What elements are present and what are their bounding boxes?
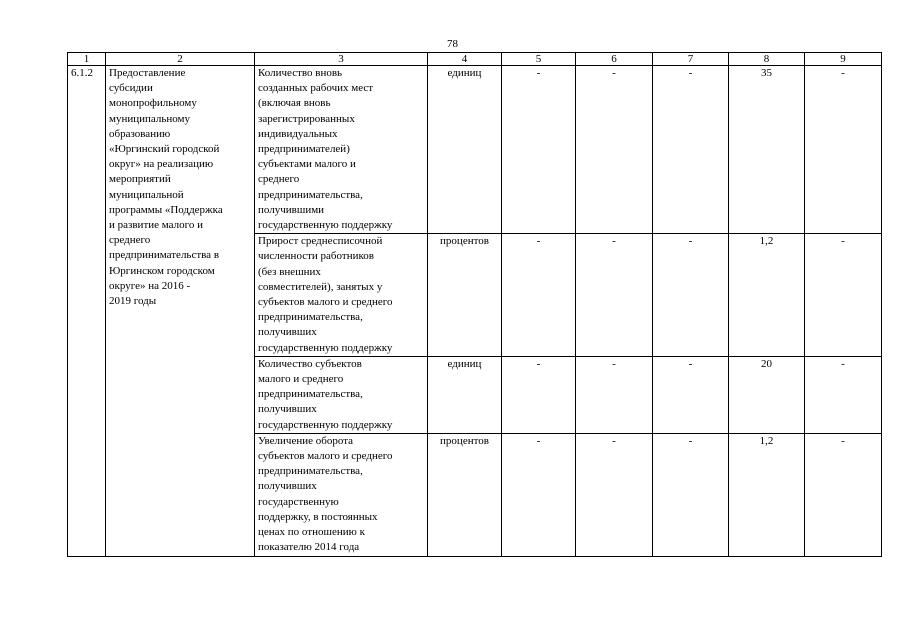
value-col-5: - [502, 66, 576, 234]
value-col-9: - [805, 66, 882, 234]
value-col-7: - [653, 66, 729, 234]
section-code: 6.1.2 [68, 66, 106, 557]
column-number: 9 [805, 53, 882, 66]
column-number: 4 [428, 53, 502, 66]
value-col-6: - [576, 234, 653, 357]
value-col-7: - [653, 234, 729, 357]
value-col-6: - [576, 356, 653, 433]
indicator-name: Увеличение оборота субъектов малого и среднего предпринимательства, получивших государственную поддержку, в постоянных ценах по отношению к показателю 2014 года [255, 433, 428, 556]
indicator-name: Прирост среднесписочной численности работников (без внешних совместителей), занятых у субъектов малого и среднего предпринимательства, получивших государственную поддержку [255, 234, 428, 357]
value-col-9: - [805, 234, 882, 357]
column-number: 6 [576, 53, 653, 66]
page-number: 78 [447, 38, 458, 50]
value-col-8: 35 [729, 66, 805, 234]
column-number: 5 [502, 53, 576, 66]
value-col-9: - [805, 433, 882, 556]
indicator-unit: процентов [428, 433, 502, 556]
indicators-table [67, 52, 882, 557]
value-col-5: - [502, 433, 576, 556]
indicator-unit: процентов [428, 234, 502, 357]
column-number: 8 [729, 53, 805, 66]
column-number: 7 [653, 53, 729, 66]
value-col-8: 1,2 [729, 234, 805, 357]
column-number: 3 [255, 53, 428, 66]
indicator-name: Количество субъектов малого и среднего предпринимательства, получивших государственную поддержку [255, 356, 428, 433]
column-number-row [68, 53, 882, 66]
value-col-6: - [576, 66, 653, 234]
value-col-5: - [502, 356, 576, 433]
value-col-8: 1,2 [729, 433, 805, 556]
value-col-8: 20 [729, 356, 805, 433]
value-col-5: - [502, 234, 576, 357]
table-row [68, 66, 882, 234]
value-col-7: - [653, 356, 729, 433]
column-number: 2 [106, 53, 255, 66]
indicator-name: Количество вновь созданных рабочих мест (включая вновь зарегистрированных индивидуальных предпринимателей) субъектами малого и среднего предпринимательства, получившими государственную поддержку [255, 66, 428, 234]
value-col-7: - [653, 433, 729, 556]
column-number: 1 [68, 53, 106, 66]
indicator-unit: единиц [428, 66, 502, 234]
section-title: Предоставление субсидии монопрофильному муниципальному образованию «Юргинский городской округ» на реализацию мероприятий муниципальной программы «Поддержка и развитие малого и среднего предпринимательства в Юргинском городском округе» на 2016 - 2019 годы [106, 66, 255, 557]
value-col-9: - [805, 356, 882, 433]
value-col-6: - [576, 433, 653, 556]
indicator-unit: единиц [428, 356, 502, 433]
